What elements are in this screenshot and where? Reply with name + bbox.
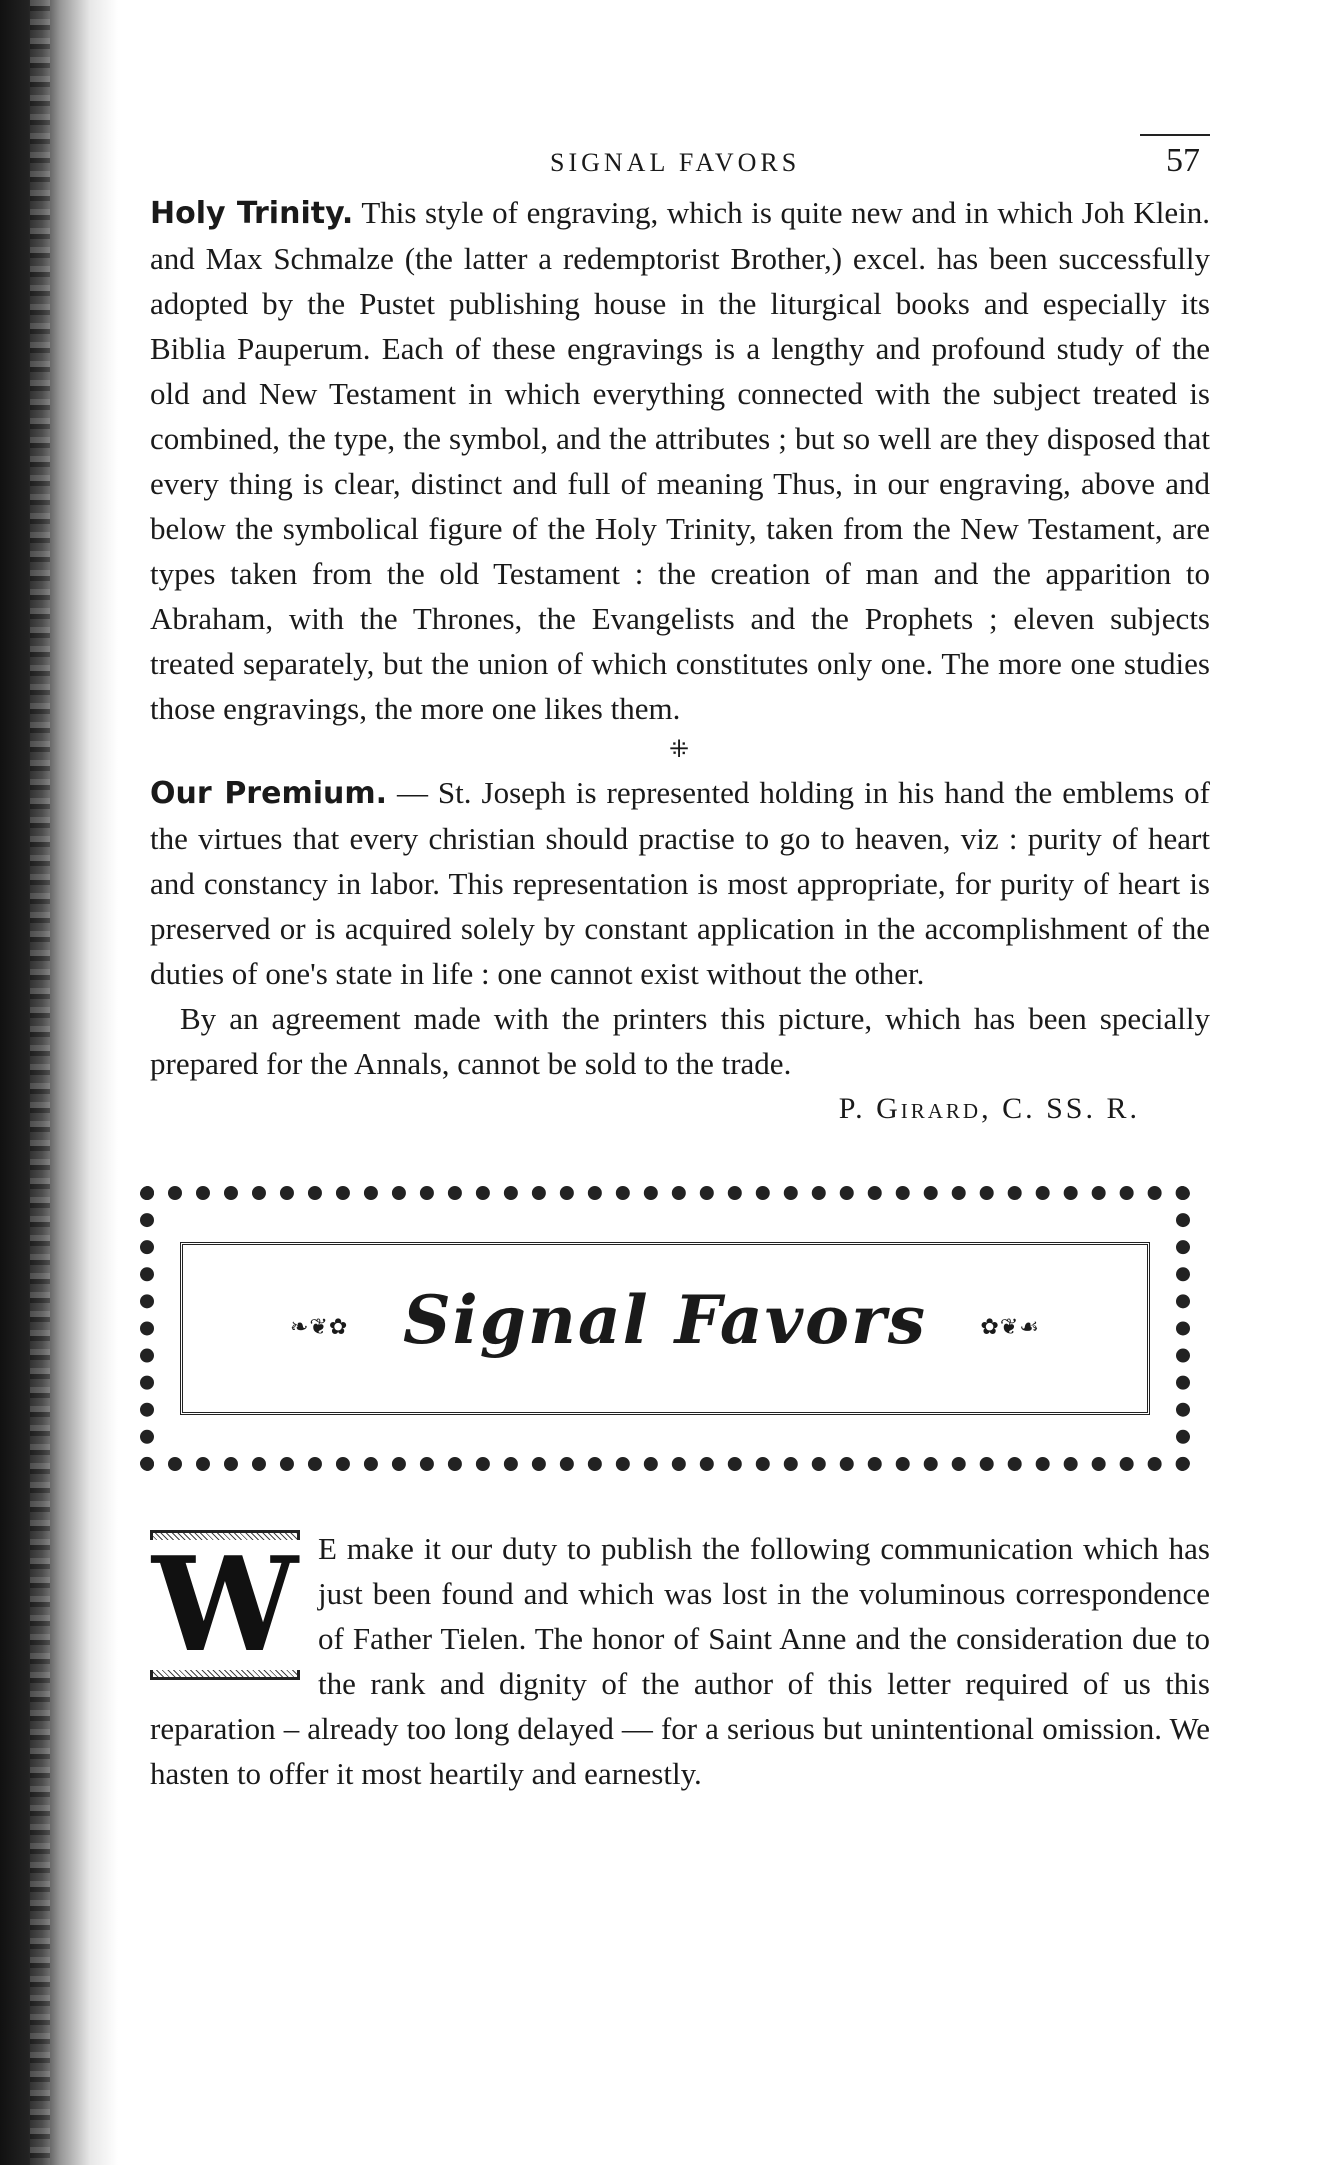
- running-title: SIGNAL FAVORS: [550, 148, 801, 177]
- section-separator: ⁜: [668, 737, 692, 763]
- page-number: 57: [1166, 142, 1200, 179]
- trinity-body: This style of engraving, which is quite new and in which Joh Klein. and Max Schmalze (the latter a redemptorist Brother,) excel. has been successfully adopted by the Pustet publishing house in the liturgical books and especially its Biblia Pauperum. Each of these engravings is a lengthy and profound study of the old and New Testament in which everything connected with the subject treated is combined, the type, the symbol, and the attributes ; but so well are they disposed that every thing is clear, distinct and full of meaning Thus, in our engraving, above and below the symbolical figure of the Holy Trinity, taken from the New Testament, are types taken from the old Testament : the creation of man and the apparition to Abraham, with the Thrones, the Evangelists and the Prophets ; eleven subjects treated separately, but the union of which constitutes only one. The more one studies those engravings, the more one likes them.: [150, 195, 1211, 726]
- dropcap-initial: [150, 1530, 300, 1680]
- page-number-rule: [1140, 134, 1210, 136]
- trinity-paragraph: [150, 190, 1210, 731]
- ornamental-header: [140, 1186, 1190, 1471]
- premium-paragraph-2: By an agreement made with the printers this picture, which has been specially prepared for the Annals, cannot be sold to the trade.: [150, 1001, 1210, 1081]
- dropcap-letter: W: [146, 1540, 304, 1670]
- premium-lead: Our Premium.: [150, 776, 387, 811]
- section-body-block: [150, 1526, 1210, 1796]
- running-head: [150, 130, 1210, 190]
- premium-body: — St. Joseph is represented holding in his hand the emblems of the virtues that every christian should practise to go to heaven, viz : purity of heart and constancy in labor. This representation is most appropriate, for purity of heart is preserved or is acquired solely by constant application in the accomplishment of the duties of one's state in life : one cannot exist without the other.: [150, 775, 1210, 991]
- page: [150, 130, 1210, 1796]
- section-body: E make it our duty to publish the following communication which has just been found and which was lost in the voluminous correspondence of Father Tielen. The honor of Saint Anne and the consideration due to the rank and dignity of the author of this letter required of us this reparation – already too long delayed — for a serious but unintentional omission. We hasten to offer it most heartily and earnestly.: [150, 1531, 1210, 1791]
- flourish-right-icon: ✿❦☙: [980, 1314, 1040, 1339]
- premium-paragraph: [150, 770, 1210, 996]
- section-title: Signal Favors: [403, 1281, 927, 1359]
- flourish-left-icon: ❧❦✿: [290, 1314, 349, 1339]
- signature: P. Girard, C. SS. R.: [838, 1092, 1140, 1125]
- trinity-lead: Holy Trinity.: [150, 196, 354, 231]
- book-binding-edge: [0, 0, 120, 2165]
